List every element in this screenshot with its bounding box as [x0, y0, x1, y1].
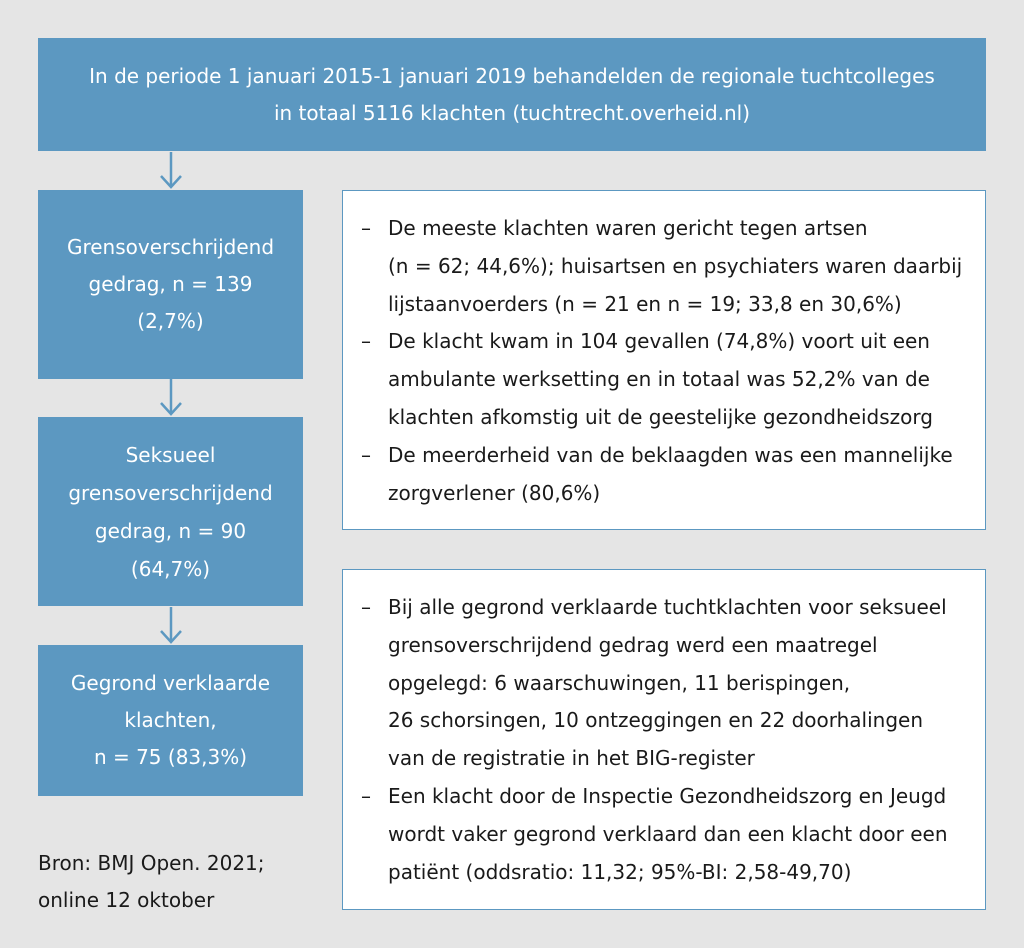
flow-arrow-3: [158, 607, 184, 645]
bullet-dash: –: [361, 216, 371, 240]
bullet-dash: –: [361, 783, 371, 808]
flow-box-grensoverschrijdend: Grensoverschrijdend gedrag, n = 139 (2,7%): [38, 190, 303, 379]
flow-arrow-2: [158, 379, 184, 417]
bullet-dash: –: [361, 442, 371, 467]
bullet-dash: –: [361, 595, 371, 619]
flow-box-seksueel: Seksueel grensoverschrijdend gedrag, n = 90 (64,7%): [38, 417, 303, 606]
bullet-text: De meeste klachten waren gericht tegen artsen (n = 62; 44,6%); huisartsen en psychiaters waren daarbij lijstaanvoerders (n = 21 en n = 19; 33,8 en 30,6%): [388, 216, 963, 316]
flow-arrow-1: [158, 152, 184, 190]
bullet-text: Een klacht door de Inspectie Gezondheidszorg en Jeugd wordt vaker gegrond verklaard dan een klacht door een patiënt (oddsratio: 11,32; 95%-BI: 2,58-49,70): [388, 783, 948, 884]
bullet-item: [361, 210, 971, 323]
bullet-text: Bij alle gegrond verklaarde tuchtklachten voor seksueel grensoverschrijdend gedrag werd een maatregel opgelegd: 6 waarschuwingen, 11 berispingen, 26 schorsingen, 10 ontzeggingen en 22 doorhalingen van de registratie in het BIG-register: [388, 595, 947, 771]
source-citation: Bron: BMJ Open. 2021; online 12 oktober: [38, 851, 265, 912]
bullet-text: De klacht kwam in 104 gevallen (74,8%) voort uit een ambulante werksetting en in totaal was 52,2% van de klachten afkomstig uit de geestelijke gezondheidszorg: [388, 329, 933, 429]
bullet-item: [361, 778, 971, 891]
bullet-text: De meerderheid van de beklaagden was een mannelijke zorgverlener (80,6%): [388, 442, 953, 505]
flow-box-gegrond: Gegrond verklaarde klachten, n = 75 (83,3%): [38, 645, 303, 796]
bullet-item: [361, 437, 971, 513]
bullet-item: [361, 589, 971, 778]
bullet-dash: –: [361, 329, 371, 354]
top-summary-box: In de periode 1 januari 2015-1 januari 2019 behandelden de regionale tuchtcolleges in totaal 5116 klachten (tuchtrecht.overheid.nl): [38, 38, 986, 151]
bullet-item: [361, 323, 971, 436]
info-box-1: [342, 190, 986, 530]
info-box-2: [342, 569, 986, 910]
